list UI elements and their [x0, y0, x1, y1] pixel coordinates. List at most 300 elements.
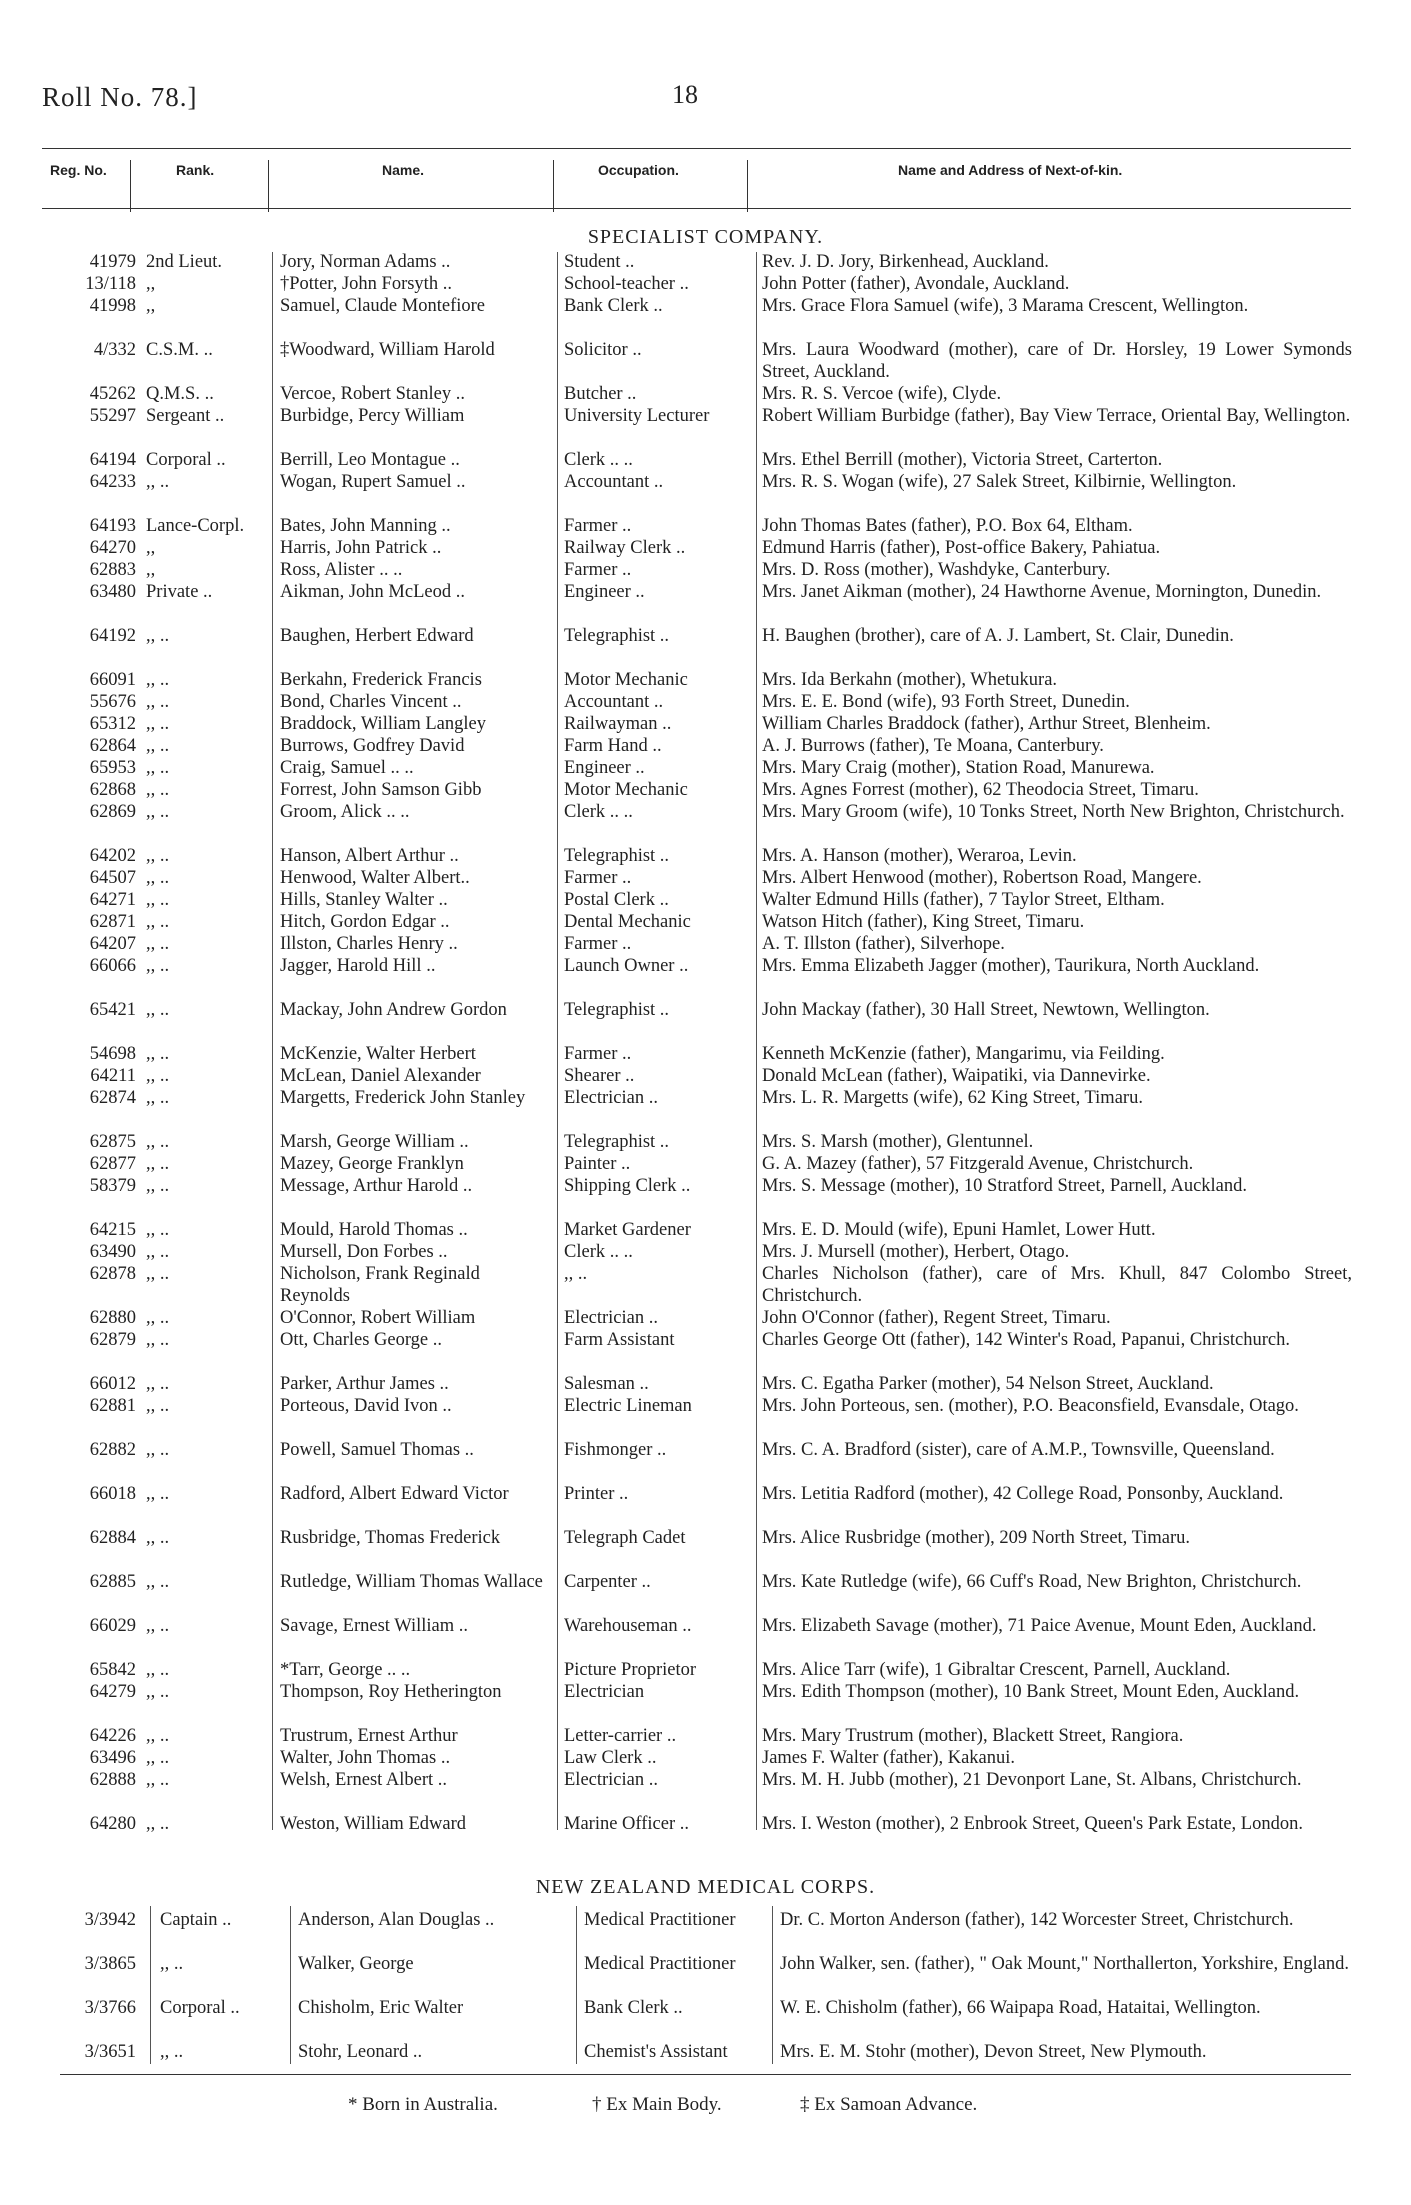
next-of-kin: Mrs. E. M. Stohr (mother), Devon Street, New Plymouth. — [780, 2042, 1207, 2062]
soldier-name: Margetts, Frederick John Stanley — [280, 1088, 526, 1108]
occupation: Farmer .. — [564, 868, 632, 888]
occupation: Chemist's Assistant — [584, 2042, 728, 2062]
occupation: Electrician .. — [564, 1770, 658, 1790]
reg-number: 64507 — [89, 868, 136, 888]
column-rule — [150, 1906, 151, 2064]
reg-number: 65842 — [89, 1660, 136, 1680]
next-of-kin: Mrs. Ethel Berrill (mother), Victoria Street, Carterton. — [762, 450, 1163, 470]
reg-number: 64211 — [90, 1066, 136, 1086]
rank: ,, .. — [146, 802, 170, 822]
rank: ,, .. — [146, 1044, 170, 1064]
soldier-name: Craig, Samuel .. .. — [280, 758, 414, 778]
rank: ,, .. — [146, 1088, 170, 1108]
next-of-kin: G. A. Mazey (father), 57 Fitzgerald Avenue, Christchurch. — [762, 1154, 1194, 1174]
soldier-name: Porteous, David Ivon .. — [280, 1396, 452, 1416]
occupation: Warehouseman .. — [564, 1616, 692, 1636]
page-number: 18 — [672, 80, 698, 109]
soldier-name: Berkahn, Frederick Francis — [280, 670, 482, 690]
occupation: Clerk .. .. — [564, 450, 633, 470]
soldier-name: Trustrum, Ernest Arthur — [280, 1726, 458, 1746]
soldier-name: Baughen, Herbert Edward — [280, 626, 474, 646]
soldier-name: McKenzie, Walter Herbert — [280, 1044, 476, 1064]
occupation: Medical Practitioner — [584, 1910, 736, 1930]
reg-number: 64279 — [89, 1682, 136, 1702]
rank: ,, .. — [146, 1066, 170, 1086]
occupation: Launch Owner .. — [564, 956, 689, 976]
occupation: Fishmonger .. — [564, 1440, 667, 1460]
soldier-name: Stohr, Leonard .. — [298, 2042, 423, 2062]
soldier-name: Samuel, Claude Montefiore — [280, 296, 485, 316]
reg-number: 63480 — [89, 582, 136, 602]
rank: ,, .. — [146, 714, 170, 734]
rank: ,, .. — [146, 1154, 170, 1174]
reg-number: 65421 — [89, 1000, 136, 1020]
rank: Sergeant .. — [146, 406, 225, 426]
reg-number: 58379 — [89, 1176, 136, 1196]
next-of-kin: Mrs. R. S. Vercoe (wife), Clyde. — [762, 384, 1002, 404]
next-of-kin: Mrs. J. Mursell (mother), Herbert, Otago. — [762, 1242, 1070, 1262]
reg-number: 55676 — [89, 692, 136, 712]
footnote-ex-samoan-advance: ‡ Ex Samoan Advance. — [800, 2094, 978, 2115]
reg-number: 41979 — [89, 252, 136, 272]
next-of-kin: Mrs. Laura Woodward (mother), care of Dr. Horsley, 19 Lower Symonds Street, Auckland. — [762, 340, 1352, 382]
soldier-name: Mould, Harold Thomas .. — [280, 1220, 468, 1240]
soldier-name: Burrows, Godfrey David — [280, 736, 465, 756]
soldier-name: Rutledge, William Thomas Wallace — [280, 1572, 543, 1592]
reg-number: 64226 — [89, 1726, 136, 1746]
next-of-kin: Mrs. Alice Rusbridge (mother), 209 North Street, Timaru. — [762, 1528, 1191, 1548]
soldier-name: Mackay, John Andrew Gordon — [280, 1000, 507, 1020]
rank: Q.M.S. .. — [146, 384, 214, 404]
soldier-name: Jagger, Harold Hill .. — [280, 956, 436, 976]
reg-number: 55297 — [89, 406, 136, 426]
next-of-kin: Mrs. M. H. Jubb (mother), 21 Devonport Lane, St. Albans, Christchurch. — [762, 1770, 1302, 1790]
soldier-name: Radford, Albert Edward Victor — [280, 1484, 509, 1504]
reg-number: 3/3942 — [84, 1910, 136, 1930]
occupation: Clerk .. .. — [564, 802, 633, 822]
occupation: Clerk .. .. — [564, 1242, 633, 1262]
occupation: Law Clerk .. — [564, 1748, 657, 1768]
soldier-name: Hanson, Albert Arthur .. — [280, 846, 459, 866]
reg-number: 64207 — [89, 934, 136, 954]
reg-number: 62869 — [89, 802, 136, 822]
reg-number: 62885 — [89, 1572, 136, 1592]
soldier-name: Weston, William Edward — [280, 1814, 466, 1834]
soldier-name: Hills, Stanley Walter .. — [280, 890, 448, 910]
rank: ,, .. — [146, 1660, 170, 1680]
rank: ,, .. — [146, 1176, 170, 1196]
soldier-name: Nicholson, Frank Reginald Reynolds — [280, 1264, 480, 1306]
next-of-kin: John Thomas Bates (father), P.O. Box 64, Eltham. — [762, 516, 1133, 536]
next-of-kin: Mrs. C. A. Bradford (sister), care of A.M.P., Townsville, Queensland. — [762, 1440, 1275, 1460]
occupation: Solicitor .. — [564, 340, 642, 360]
rank: ,, .. — [160, 2042, 184, 2062]
column-rule — [557, 252, 558, 1830]
occupation: Market Gardener — [564, 1220, 691, 1240]
soldier-name: Berrill, Leo Montague .. — [280, 450, 460, 470]
soldier-name: Vercoe, Robert Stanley .. — [280, 384, 465, 404]
occupation: Bank Clerk .. — [584, 1998, 683, 2018]
rank: ,, .. — [146, 736, 170, 756]
next-of-kin: Mrs. Albert Henwood (mother), Robertson Road, Mangere. — [762, 868, 1202, 888]
occupation: Shipping Clerk .. — [564, 1176, 691, 1196]
rank: ,, .. — [146, 1682, 170, 1702]
reg-number: 4/332 — [93, 340, 136, 360]
occupation: Motor Mechanic — [564, 670, 688, 690]
occupation: Farmer .. — [564, 1044, 632, 1064]
next-of-kin: Mrs. Emma Elizabeth Jagger (mother), Taurikura, North Auckland. — [762, 956, 1260, 976]
next-of-kin: Mrs. Alice Tarr (wife), 1 Gibraltar Crescent, Parnell, Auckland. — [762, 1660, 1231, 1680]
next-of-kin: John Mackay (father), 30 Hall Street, Newtown, Wellington. — [762, 1000, 1210, 1020]
rank: ,, .. — [146, 1264, 170, 1284]
column-divider — [130, 160, 131, 212]
rank: ,, .. — [146, 1220, 170, 1240]
reg-number: 62868 — [89, 780, 136, 800]
occupation: Bank Clerk .. — [564, 296, 663, 316]
reg-number: 66066 — [89, 956, 136, 976]
occupation: Butcher .. — [564, 384, 637, 404]
rank: ,, .. — [146, 626, 170, 646]
soldier-name: Ott, Charles George .. — [280, 1330, 443, 1350]
occupation: University Lecturer — [564, 406, 710, 426]
reg-number: 13/118 — [85, 274, 136, 294]
next-of-kin: Mrs. Mary Groom (wife), 10 Tonks Street, North New Brighton, Christchurch. — [762, 802, 1345, 822]
column-header-rank: Rank. — [176, 162, 215, 178]
next-of-kin: Mrs. Mary Trustrum (mother), Blackett Street, Rangiora. — [762, 1726, 1184, 1746]
rank: ,, .. — [146, 670, 170, 690]
reg-number: 62878 — [89, 1264, 136, 1284]
rank: ,, .. — [146, 956, 170, 976]
reg-number: 62877 — [89, 1154, 136, 1174]
column-rule — [290, 1906, 291, 2064]
rank: Corporal .. — [146, 450, 226, 470]
soldier-name: Parker, Arthur James .. — [280, 1374, 449, 1394]
soldier-name: McLean, Daniel Alexander — [280, 1066, 481, 1086]
soldier-name: Burbidge, Percy William — [280, 406, 465, 426]
next-of-kin: Mrs. I. Weston (mother), 2 Enbrook Street, Queen's Park Estate, London. — [762, 1814, 1303, 1834]
reg-number: 54698 — [89, 1044, 136, 1064]
soldier-name: Bond, Charles Vincent .. — [280, 692, 462, 712]
next-of-kin: Rev. J. D. Jory, Birkenhead, Auckland. — [762, 252, 1049, 272]
soldier-name: Hitch, Gordon Edgar .. — [280, 912, 450, 932]
reg-number: 66012 — [89, 1374, 136, 1394]
occupation: Accountant .. — [564, 692, 664, 712]
soldier-name: Aikman, John McLeod .. — [280, 582, 465, 602]
occupation: Electrician .. — [564, 1308, 658, 1328]
next-of-kin: Edmund Harris (father), Post-office Bakery, Pahiatua. — [762, 538, 1161, 558]
rank: ,, — [146, 538, 156, 558]
soldier-name: Mursell, Don Forbes .. — [280, 1242, 448, 1262]
column-divider — [268, 160, 269, 212]
reg-number: 64202 — [89, 846, 136, 866]
next-of-kin: John Walker, sen. (father), " Oak Mount," Northallerton, Yorkshire, England. — [780, 1954, 1349, 1974]
soldier-name: Chisholm, Eric Walter — [298, 1998, 464, 2018]
soldier-name: Rusbridge, Thomas Frederick — [280, 1528, 501, 1548]
reg-number: 64280 — [89, 1814, 136, 1834]
reg-number: 64270 — [89, 538, 136, 558]
column-header-reg: Reg. No. — [50, 162, 107, 178]
occupation: Picture Proprietor — [564, 1660, 697, 1680]
soldier-name: Illston, Charles Henry .. — [280, 934, 458, 954]
column-header-kin: Name and Address of Next-of-kin. — [898, 162, 1123, 178]
soldier-name: Message, Arthur Harold .. — [280, 1176, 473, 1196]
reg-number: 64194 — [89, 450, 136, 470]
next-of-kin: Mrs. S. Message (mother), 10 Stratford Street, Parnell, Auckland. — [762, 1176, 1248, 1196]
occupation: Letter-carrier .. — [564, 1726, 677, 1746]
occupation: Engineer .. — [564, 758, 645, 778]
reg-number: 62884 — [89, 1528, 136, 1548]
soldier-name: Braddock, William Langley — [280, 714, 486, 734]
occupation: Carpenter .. — [564, 1572, 651, 1592]
next-of-kin: Charles George Ott (father), 142 Winter's Road, Papanui, Christchurch. — [762, 1330, 1290, 1350]
occupation: Electric Lineman — [564, 1396, 692, 1416]
next-of-kin: Walter Edmund Hills (father), 7 Taylor Street, Eltham. — [762, 890, 1165, 910]
occupation: ,, .. — [564, 1264, 588, 1284]
reg-number: 62883 — [89, 560, 136, 580]
reg-number: 65953 — [89, 758, 136, 778]
occupation: Engineer .. — [564, 582, 645, 602]
next-of-kin: Donald McLean (father), Waipatiki, via Dannevirke. — [762, 1066, 1151, 1086]
rank: ,, .. — [146, 912, 170, 932]
reg-number: 64215 — [89, 1220, 136, 1240]
occupation: Telegraphist .. — [564, 626, 670, 646]
reg-number: 63490 — [89, 1242, 136, 1262]
reg-number: 62880 — [89, 1308, 136, 1328]
next-of-kin: Mrs. D. Ross (mother), Washdyke, Canterbury. — [762, 560, 1111, 580]
next-of-kin: Mrs. Grace Flora Samuel (wife), 3 Marama Crescent, Wellington. — [762, 296, 1249, 316]
soldier-name: Harris, John Patrick .. — [280, 538, 442, 558]
next-of-kin: Mrs. Agnes Forrest (mother), 62 Theodocia Street, Timaru. — [762, 780, 1199, 800]
next-of-kin: A. J. Burrows (father), Te Moana, Canterbury. — [762, 736, 1104, 756]
rank: ,, .. — [146, 1726, 170, 1746]
soldier-name: Henwood, Walter Albert.. — [280, 868, 470, 888]
rank: ,, .. — [146, 868, 170, 888]
column-rule — [756, 252, 757, 1830]
footnote-ex-main-body: † Ex Main Body. — [592, 2094, 722, 2115]
rank: ,, .. — [146, 934, 170, 954]
rank: ,, .. — [160, 1954, 184, 1974]
next-of-kin: Mrs. Ida Berkahn (mother), Whetukura. — [762, 670, 1058, 690]
soldier-name: Thompson, Roy Hetherington — [280, 1682, 502, 1702]
rank: C.S.M. .. — [146, 340, 213, 360]
reg-number: 64271 — [89, 890, 136, 910]
rank: ,, .. — [146, 692, 170, 712]
next-of-kin: Mrs. E. E. Bond (wife), 93 Forth Street, Dunedin. — [762, 692, 1130, 712]
next-of-kin: Mrs. John Porteous, sen. (mother), P.O. Beaconsfield, Evansdale, Otago. — [762, 1396, 1299, 1416]
occupation: Railway Clerk .. — [564, 538, 686, 558]
next-of-kin: John Potter (father), Avondale, Auckland. — [762, 274, 1070, 294]
soldier-name: Bates, John Manning .. — [280, 516, 451, 536]
rank: ,, .. — [146, 758, 170, 778]
rank: ,, .. — [146, 1132, 170, 1152]
rank: ,, .. — [146, 1814, 170, 1834]
soldier-name: ‡Woodward, William Harold — [280, 340, 495, 360]
next-of-kin: A. T. Illston (father), Silverhope. — [762, 934, 1005, 954]
footer-rule — [60, 2074, 1351, 2075]
occupation: Farmer .. — [564, 516, 632, 536]
next-of-kin: Mrs. E. D. Mould (wife), Epuni Hamlet, Lower Hutt. — [762, 1220, 1156, 1240]
rank: 2nd Lieut. — [146, 252, 223, 272]
soldier-name: Wogan, Rupert Samuel .. — [280, 472, 466, 492]
next-of-kin: John O'Connor (father), Regent Street, Timaru. — [762, 1308, 1111, 1328]
section-title-specialist: SPECIALIST COMPANY. — [587, 226, 824, 248]
reg-number: 62875 — [89, 1132, 136, 1152]
section-title-medical: NEW ZEALAND MEDICAL CORPS. — [535, 1876, 876, 1898]
occupation: Farm Assistant — [564, 1330, 675, 1350]
rank: ,, .. — [146, 1484, 170, 1504]
occupation: School-teacher .. — [564, 274, 689, 294]
soldier-name: Mazey, George Franklyn — [280, 1154, 464, 1174]
soldier-name: O'Connor, Robert William — [280, 1308, 476, 1328]
occupation: Student .. — [564, 252, 635, 272]
rank: ,, .. — [146, 1770, 170, 1790]
occupation: Farmer .. — [564, 560, 632, 580]
column-header-occupation: Occupation. — [598, 162, 679, 178]
soldier-name: Anderson, Alan Douglas .. — [298, 1910, 495, 1930]
next-of-kin: Robert William Burbidge (father), Bay View Terrace, Oriental Bay, Wellington. — [762, 406, 1351, 426]
occupation: Medical Practitioner — [584, 1954, 736, 1974]
occupation: Accountant .. — [564, 472, 664, 492]
soldier-name: Savage, Ernest William .. — [280, 1616, 468, 1636]
next-of-kin: Mrs. A. Hanson (mother), Weraroa, Levin. — [762, 846, 1077, 866]
reg-number: 64192 — [89, 626, 136, 646]
reg-number: 64233 — [89, 472, 136, 492]
next-of-kin: Mrs. Letitia Radford (mother), 42 College Road, Ponsonby, Auckland. — [762, 1484, 1284, 1504]
next-of-kin: Mrs. R. S. Wogan (wife), 27 Salek Street, Kilbirnie, Wellington. — [762, 472, 1237, 492]
next-of-kin: Mrs. Janet Aikman (mother), 24 Hawthorne Avenue, Mornington, Dunedin. — [762, 582, 1322, 602]
column-rule — [576, 1906, 577, 2064]
rank: ,, .. — [146, 1440, 170, 1460]
reg-number: 3/3766 — [84, 1998, 136, 2018]
header-bottom-rule — [42, 208, 1351, 209]
reg-number: 62881 — [89, 1396, 136, 1416]
soldier-name: *Tarr, George .. .. — [280, 1660, 411, 1680]
rank: ,, .. — [146, 1748, 170, 1768]
occupation: Telegraphist .. — [564, 846, 670, 866]
footnote-born-australia: * Born in Australia. — [348, 2094, 498, 2115]
soldier-name: Ross, Alister .. .. — [280, 560, 403, 580]
next-of-kin: Mrs. C. Egatha Parker (mother), 54 Nelson Street, Auckland. — [762, 1374, 1214, 1394]
occupation: Farmer .. — [564, 934, 632, 954]
occupation: Telegraphist .. — [564, 1000, 670, 1020]
rank: ,, .. — [146, 846, 170, 866]
next-of-kin: H. Baughen (brother), care of A. J. Lambert, St. Clair, Dunedin. — [762, 626, 1234, 646]
reg-number: 62888 — [89, 1770, 136, 1790]
next-of-kin: Mrs. L. R. Margetts (wife), 62 King Street, Timaru. — [762, 1088, 1143, 1108]
soldier-name: Walter, John Thomas .. — [280, 1748, 451, 1768]
next-of-kin: Charles Nicholson (father), care of Mrs. Khull, 847 Colombo Street, Christchurch. — [762, 1264, 1352, 1306]
reg-number: 3/3651 — [84, 2042, 136, 2062]
soldier-name: Forrest, John Samson Gibb — [280, 780, 482, 800]
rank: ,, .. — [146, 1330, 170, 1350]
soldier-name: Walker, George — [298, 1954, 414, 1974]
next-of-kin: Watson Hitch (father), King Street, Timaru. — [762, 912, 1085, 932]
soldier-name: Jory, Norman Adams .. — [280, 252, 451, 272]
reg-number: 66018 — [89, 1484, 136, 1504]
reg-number: 66091 — [89, 670, 136, 690]
rank: Lance-Corpl. — [146, 516, 245, 536]
rank: ,, .. — [146, 1242, 170, 1262]
rank: Corporal .. — [160, 1998, 240, 2018]
column-divider — [553, 160, 554, 212]
occupation: Painter .. — [564, 1154, 631, 1174]
reg-number: 62871 — [89, 912, 136, 932]
next-of-kin: Dr. C. Morton Anderson (father), 142 Worcester Street, Christchurch. — [780, 1910, 1294, 1930]
rank: ,, .. — [146, 1396, 170, 1416]
column-header-name: Name. — [382, 162, 425, 178]
rank: ,, — [146, 560, 156, 580]
occupation: Telegraphist .. — [564, 1132, 670, 1152]
rank: ,, .. — [146, 1000, 170, 1020]
next-of-kin: Kenneth McKenzie (father), Mangarimu, via Feilding. — [762, 1044, 1165, 1064]
soldier-name: Marsh, George William .. — [280, 1132, 469, 1152]
rank: ,, — [146, 274, 156, 294]
reg-number: 62879 — [89, 1330, 136, 1350]
reg-number: 64193 — [89, 516, 136, 536]
soldier-name: Welsh, Ernest Albert .. — [280, 1770, 448, 1790]
occupation: Printer .. — [564, 1484, 629, 1504]
soldier-name: †Potter, John Forsyth .. — [280, 274, 452, 294]
rank: ,, .. — [146, 890, 170, 910]
next-of-kin: Mrs. S. Marsh (mother), Glentunnel. — [762, 1132, 1034, 1152]
column-divider — [747, 160, 748, 212]
occupation: Electrician — [564, 1682, 645, 1702]
rank: ,, .. — [146, 1572, 170, 1592]
rank: Captain .. — [160, 1910, 232, 1930]
reg-number: 3/3865 — [84, 1954, 136, 1974]
rank: ,, .. — [146, 1308, 170, 1328]
next-of-kin: Mrs. Mary Craig (mother), Station Road, Manurewa. — [762, 758, 1155, 778]
column-rule — [772, 1906, 773, 2064]
rank: ,, .. — [146, 472, 170, 492]
reg-number: 62874 — [89, 1088, 136, 1108]
rank: ,, .. — [146, 1616, 170, 1636]
next-of-kin: Mrs. Kate Rutledge (wife), 66 Cuff's Road, New Brighton, Christchurch. — [762, 1572, 1302, 1592]
next-of-kin: Mrs. Edith Thompson (mother), 10 Bank Street, Mount Eden, Auckland. — [762, 1682, 1300, 1702]
reg-number: 62882 — [89, 1440, 136, 1460]
occupation: Farm Hand .. — [564, 736, 662, 756]
occupation: Postal Clerk .. — [564, 890, 669, 910]
reg-number: 41998 — [89, 296, 136, 316]
reg-number: 66029 — [89, 1616, 136, 1636]
reg-number: 63496 — [89, 1748, 136, 1768]
reg-number: 62864 — [89, 736, 136, 756]
reg-number: 45262 — [89, 384, 136, 404]
occupation: Telegraph Cadet — [564, 1528, 686, 1548]
occupation: Salesman .. — [564, 1374, 649, 1394]
soldier-name: Groom, Alick .. .. — [280, 802, 410, 822]
occupation: Marine Officer .. — [564, 1814, 689, 1834]
next-of-kin: Mrs. Elizabeth Savage (mother), 71 Paice Avenue, Mount Eden, Auckland. — [762, 1616, 1317, 1636]
rank: ,, .. — [146, 1528, 170, 1548]
rank: ,, .. — [146, 780, 170, 800]
next-of-kin: W. E. Chisholm (father), 66 Waipapa Road, Hataitai, Wellington. — [780, 1998, 1261, 2018]
next-of-kin: James F. Walter (father), Kakanui. — [762, 1748, 1016, 1768]
rank: ,, — [146, 296, 156, 316]
occupation: Motor Mechanic — [564, 780, 688, 800]
header-top-rule — [42, 148, 1351, 149]
roll-number: Roll No. 78.] — [42, 82, 198, 112]
reg-number: 65312 — [89, 714, 136, 734]
occupation: Dental Mechanic — [564, 912, 691, 932]
occupation: Electrician .. — [564, 1088, 658, 1108]
soldier-name: Powell, Samuel Thomas .. — [280, 1440, 474, 1460]
next-of-kin: William Charles Braddock (father), Arthur Street, Blenheim. — [762, 714, 1211, 734]
occupation: Shearer .. — [564, 1066, 635, 1086]
rank: ,, .. — [146, 1374, 170, 1394]
rank: Private .. — [146, 582, 213, 602]
occupation: Railwayman .. — [564, 714, 672, 734]
